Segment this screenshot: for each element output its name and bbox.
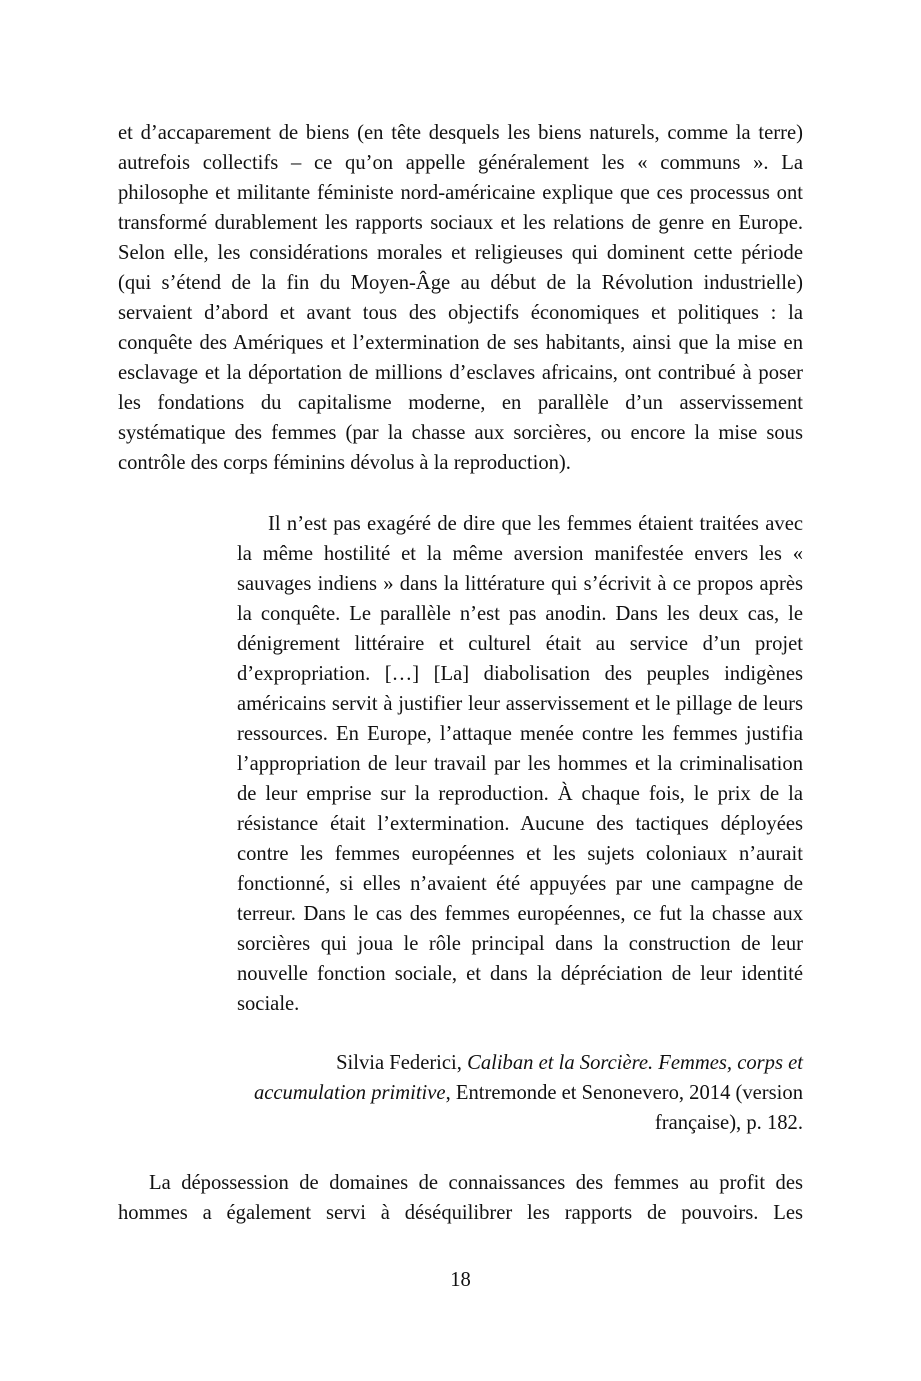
page-number: 18 — [450, 1269, 471, 1291]
citation-author: Silvia Federici, — [336, 1052, 468, 1074]
body-paragraph-closing: La dépossession de domaines de connaissances des femmes au profit des hommes a également servi à déséquilibrer les rapports de pouvoirs. Les — [118, 1172, 803, 1224]
block-quote: Il n’est pas exagéré de dire que les femmes étaient traitées avec la même hostilité et la même aversion manifestée envers les « sauvages indiens » dans la littérature qui s’écrivit à ce propos après la conquête. Le parallèle n’est pas anodin. Dans les deux cas, le dénigrement littéraire et culturel était au service d’un projet d’expropriation. […] [La] diabolisation des peuples indigènes américains servit à justifier leur asservissement et le pillage de leurs ressources. En Europe, l’attaque menée contre les femmes justifia l’appropriation de leur travail par les hommes et la criminalisation de leur emprise sur la reproduction. À chaque fois, le prix de la résistance était l’extermination. Aucune des tactiques déployées contre les femmes européennes et les sujets coloniaux n’aurait fonctionné, si elles n’avaient été appuyées par une campagne de terreur. Dans le cas des femmes européennes, ce fut la chasse aux sorcières qui joua le rôle principal dans la construction de leur nouvelle fonction sociale, et dans la dépréciation de leur identité sociale. — [237, 513, 803, 1015]
body-paragraph-opening: et d’accaparement de biens (en tête desquels les biens naturels, comme la terre) autrefois collectifs – ce qu’on appelle généralement les « communs ». La philosophe et militante féministe nord-américaine explique que ces processus ont transformé durablement les rapports sociaux et les relations de genre en Europe. Selon elle, les considérations morales et religieuses qui dominent cette période (qui s’étend de la fin du Moyen-Âge au début de la Révolution industrielle) servaient d’abord et avant tous des objectifs économiques et politiques : la conquête des Amériques et l’extermination de ses habitants, ainsi que la mise en esclavage et la déportation de millions d’esclaves africains, ont contribué à poser les fondations du capitalisme moderne, en parallèle d’un asservissement systématique des femmes (par la chasse aux sorcières, ou encore la mise sous contrôle des corps féminins dévolus à la reproduction). — [118, 122, 803, 474]
quote-citation — [237, 1048, 803, 1138]
citation-details: , Entremonde et Senonevero, 2014 (version française), p. 182. — [445, 1082, 803, 1134]
citation-title: Caliban et la Sorcière. Femmes, corps et accumulation primitive — [253, 1052, 803, 1104]
